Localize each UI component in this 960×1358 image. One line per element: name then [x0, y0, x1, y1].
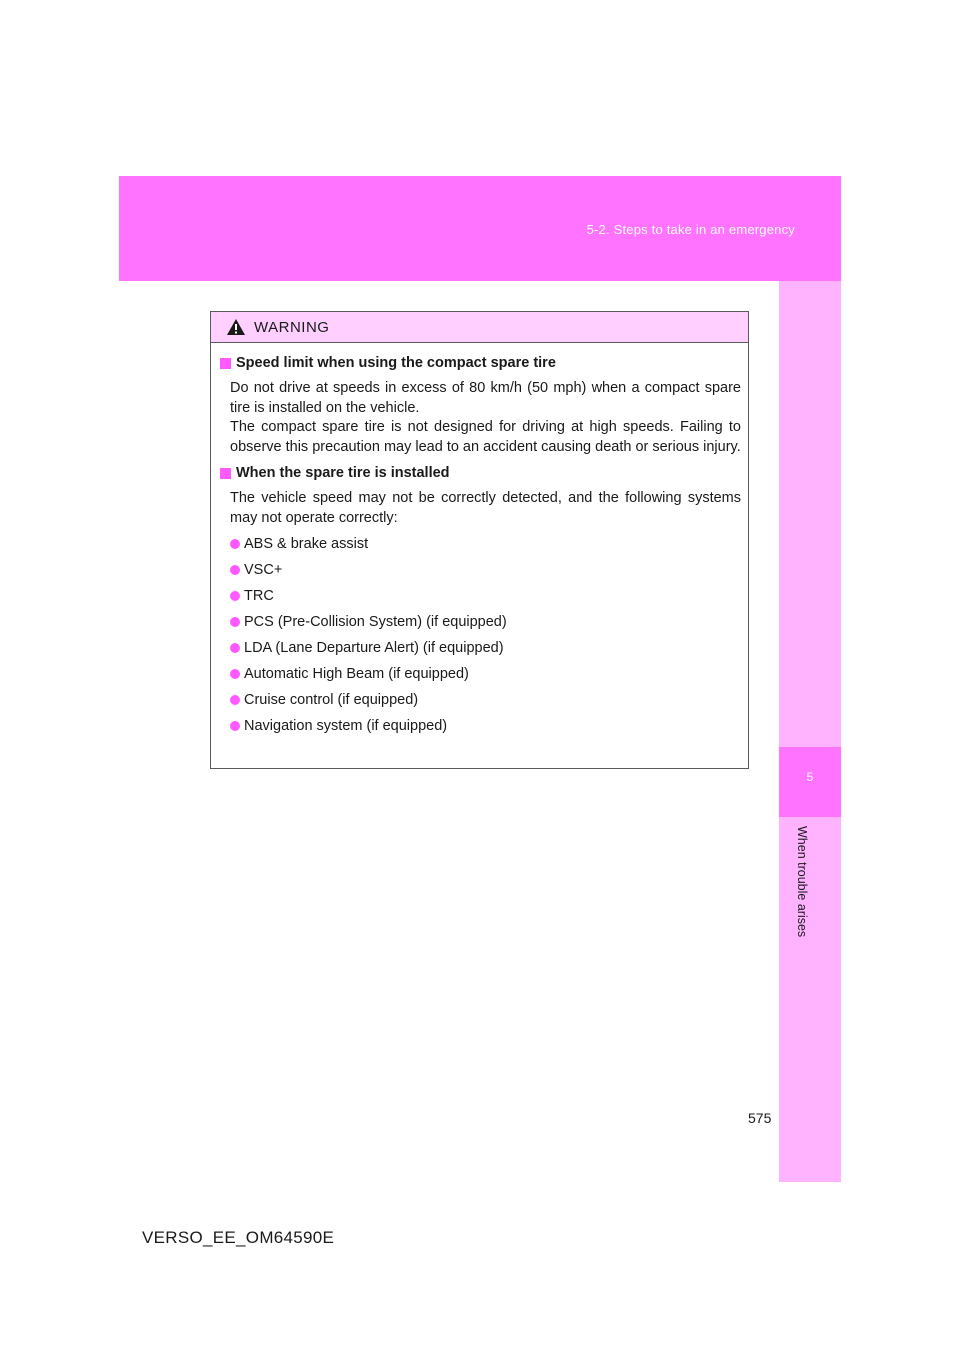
chapter-number: 5 — [806, 770, 814, 784]
warning-triangle-icon — [226, 318, 246, 336]
warning-box — [210, 311, 749, 769]
systems-list — [220, 534, 741, 736]
list-item — [230, 716, 741, 736]
header-band — [119, 176, 841, 281]
dot-bullet-icon — [230, 721, 240, 731]
dot-bullet-icon — [230, 591, 240, 601]
dot-bullet-icon — [230, 695, 240, 705]
chapter-box — [779, 747, 841, 817]
document-code: VERSO_EE_OM64590E — [142, 1228, 335, 1247]
dot-bullet-icon — [230, 539, 240, 549]
page-number: 575 — [748, 1110, 772, 1126]
list-item-text: ABS & brake assist — [244, 536, 369, 552]
warning-body — [211, 343, 748, 736]
side-tab — [779, 281, 841, 1182]
square-bullet-icon — [220, 468, 231, 479]
section-heading-text: When the spare tire is installed — [236, 465, 450, 481]
dot-bullet-icon — [230, 643, 240, 653]
list-item-text: LDA (Lane Departure Alert) (if equipped) — [244, 640, 504, 656]
list-item — [230, 560, 741, 580]
dot-bullet-icon — [230, 565, 240, 575]
list-item-text: Cruise control (if equipped) — [244, 692, 419, 708]
list-item — [230, 612, 741, 632]
paragraph: The vehicle speed may not be correctly detected, and the following systems may not operate correctly: — [230, 490, 741, 526]
list-item-text: PCS (Pre-Collision System) (if equipped) — [244, 614, 507, 630]
section-title: 5-2. Steps to take in an emergency — [586, 222, 795, 237]
list-item — [230, 690, 741, 710]
square-bullet-icon — [220, 358, 231, 369]
warning-label: WARNING — [254, 319, 330, 336]
warning-header — [211, 312, 748, 343]
list-item-text: Navigation system (if equipped) — [244, 718, 448, 734]
section-heading — [220, 463, 741, 483]
paragraph: Do not drive at speeds in excess of 80 km/h (50 mph) when a compact spare tire is installed on the vehicle. — [230, 380, 741, 416]
list-item — [230, 638, 741, 658]
list-item-text: Automatic High Beam (if equipped) — [244, 666, 469, 682]
paragraph: The compact spare tire is not designed for driving at high speeds. Failing to observe this precaution may lead to an accident causing death or serious injury. — [230, 419, 741, 455]
list-item-text: VSC+ — [244, 562, 283, 578]
chapter-title: When trouble arises — [795, 826, 809, 938]
section-heading-text: Speed limit when using the compact spare tire — [236, 355, 556, 371]
list-item — [230, 534, 741, 554]
list-item — [230, 586, 741, 606]
list-item-text: TRC — [244, 588, 274, 604]
dot-bullet-icon — [230, 669, 240, 679]
section-heading — [220, 353, 741, 373]
dot-bullet-icon — [230, 617, 240, 627]
list-item — [230, 664, 741, 684]
